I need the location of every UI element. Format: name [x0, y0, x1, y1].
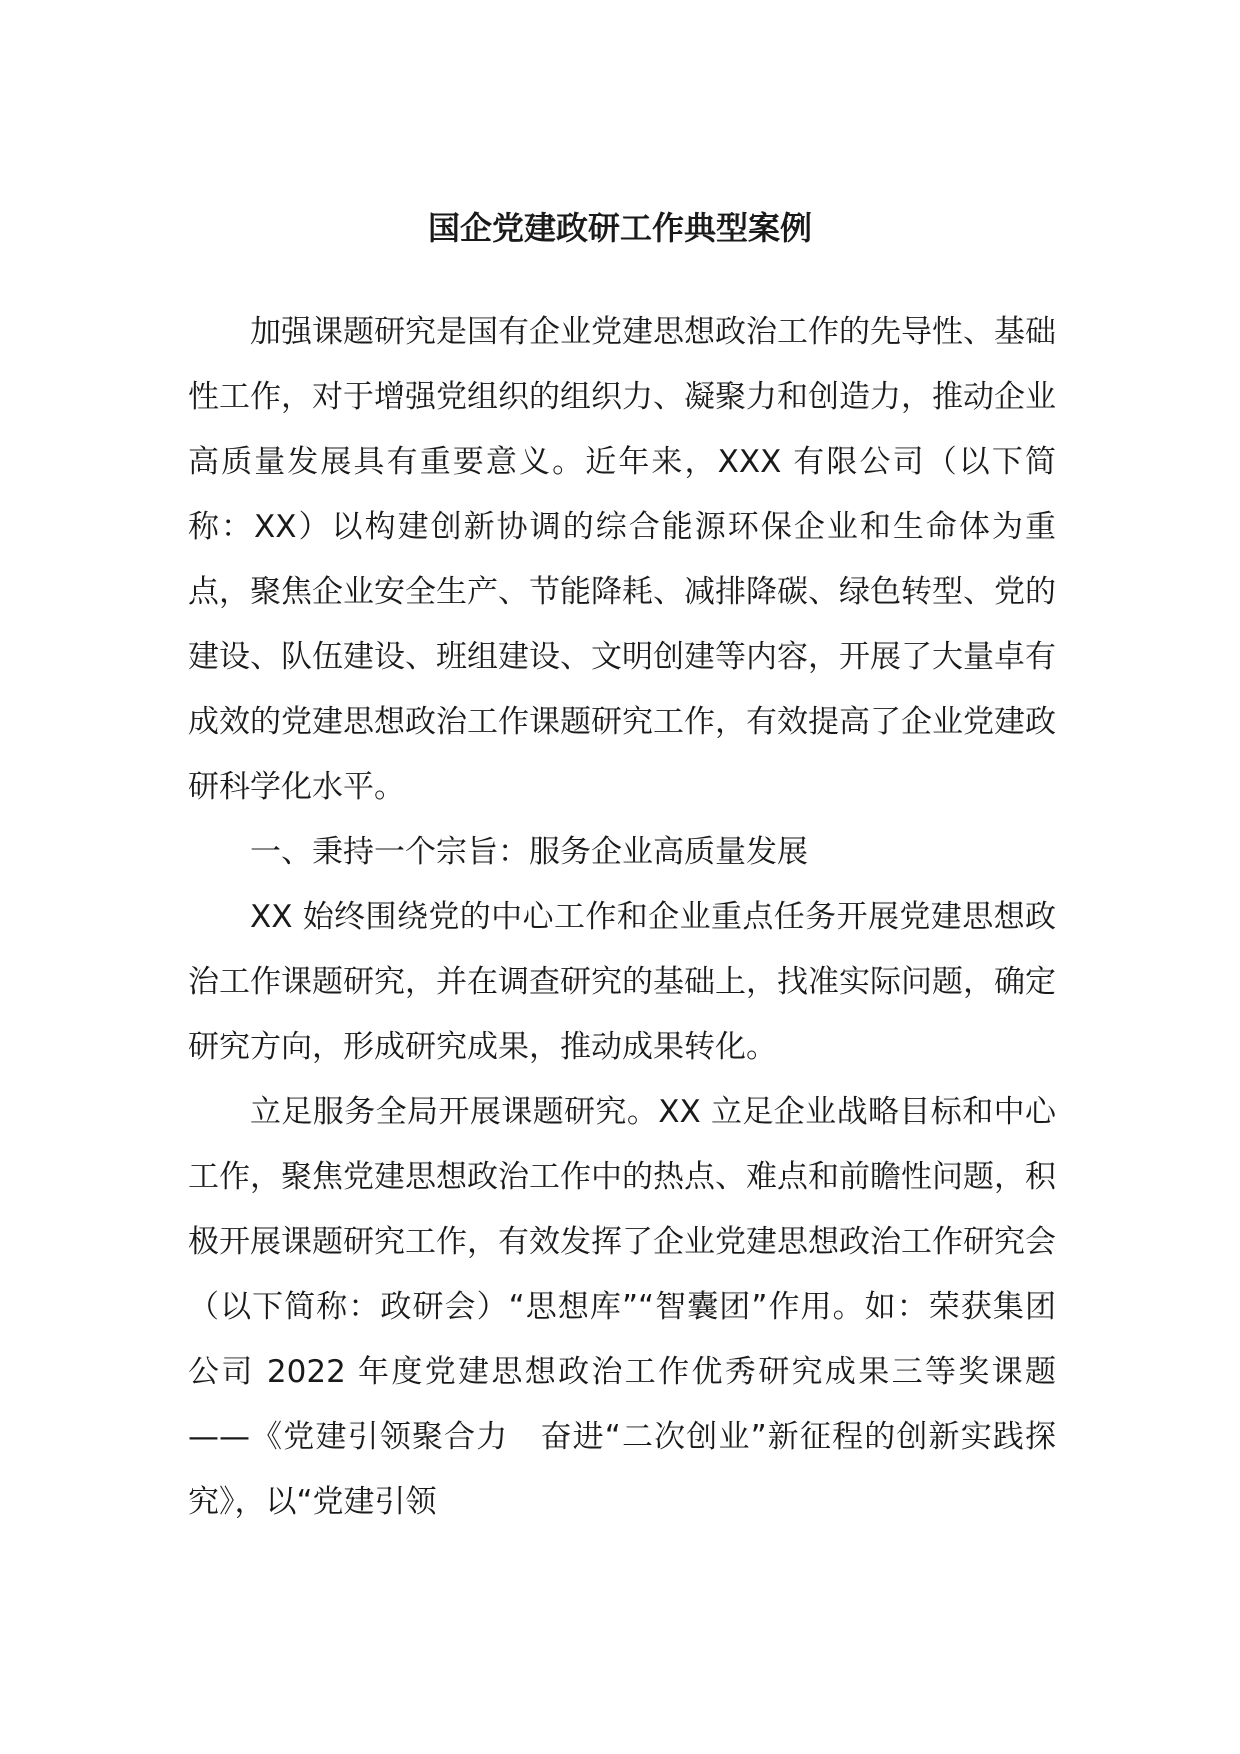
section-heading-one: 一、秉持一个宗旨：服务企业高质量发展: [250, 834, 808, 870]
document-title: 国企党建政研工作典型案例: [427, 209, 812, 247]
section-one-paragraph: XX 始终围绕党的中心工作和企业重点任务开展党建思想政治工作课题研究，并在调查研究的基础上，找准实际问题，确定研究方向，形成研究成果，推动成果转化。: [188, 899, 1056, 1065]
intro-paragraph: 加强课题研究是国有企业党建思想政治工作的先导性、基础性工作，对于增强党组织的组织力、凝聚力和创造力，推动企业高质量发展具有重要意义。近年来，XXX 有限公司（以下简称：XX）以构建创新协调的综合能源环保企业和生命体为重点，聚焦企业安全生产、节能降耗、减排降碳、绿色转型、党的建设、队伍建设、班组建设、文明创建等内容，开展了大量卓有成效的党建思想政治工作课题研究工作，有效提高了企业党建政研科学化水平。: [188, 314, 1056, 805]
document-body: [188, 300, 1056, 1535]
service-overall-paragraph: 立足服务全局开展课题研究。XX 立足企业战略目标和中心工作，聚焦党建思想政治工作中的热点、难点和前瞻性问题，积极开展课题研究工作，有效发挥了企业党建思想政治工作研究会（以下简称：政研会）“思想库”“智囊团”作用。如：荣获集团公司 2022 年度党建思想政治工作优秀研究成果三等奖课题——《党建引领聚合力 奋进“二次创业”新征程的创新实践探究》，以“党建引领: [188, 1094, 1056, 1520]
